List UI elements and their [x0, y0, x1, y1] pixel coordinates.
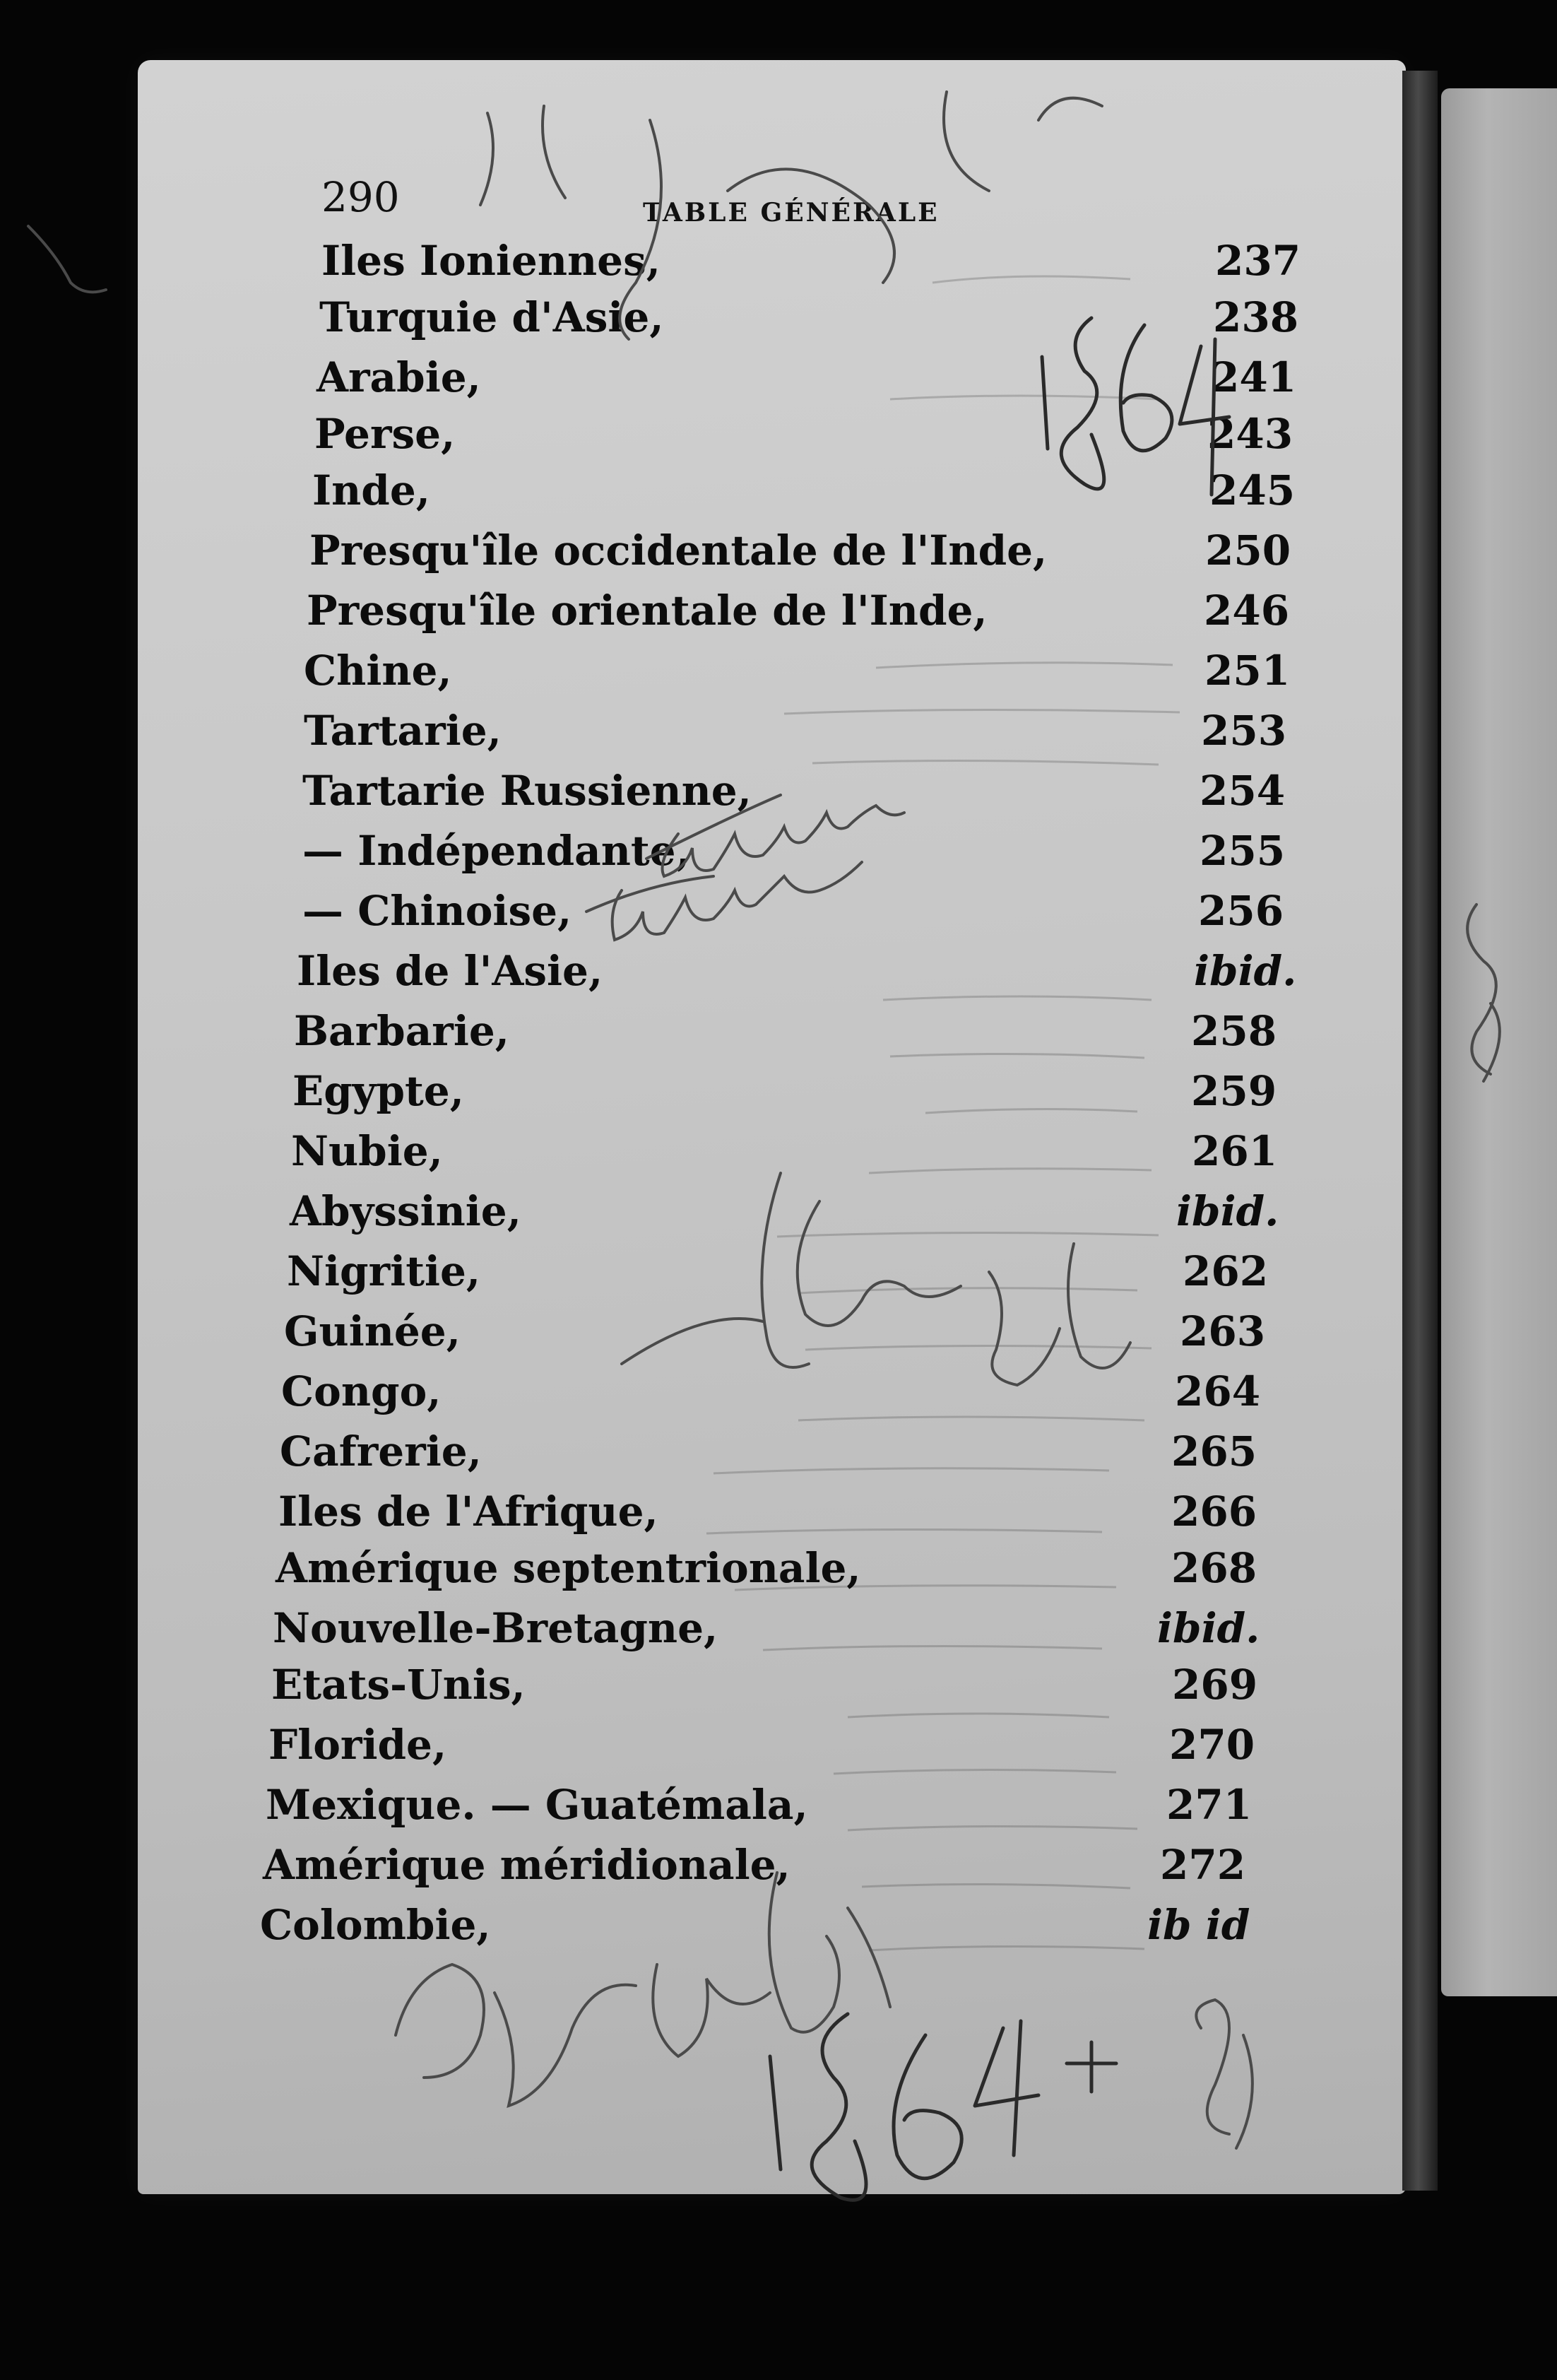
- entry-page: ibid.: [1194, 947, 1297, 995]
- entry-page: 245: [1209, 466, 1296, 514]
- entry-label: Mexique. — Guatémala,: [266, 1781, 808, 1829]
- entry-page: ib id: [1147, 1901, 1250, 1949]
- entry-label: Chine,: [304, 647, 452, 695]
- entry-label: Etats-Unis,: [271, 1661, 526, 1709]
- entry-label: Iles Ioniennes,: [321, 237, 661, 285]
- entry-page: 256: [1198, 887, 1284, 935]
- entry-label: Congo,: [281, 1367, 442, 1415]
- entry-label: Presqu'île occidentale de l'Inde,: [309, 526, 1048, 575]
- entry-label: — Indépendante,: [302, 827, 690, 875]
- entry-page: 266: [1171, 1488, 1257, 1536]
- handwritten-scribble-middle: [622, 1173, 1130, 1385]
- page-number: 290: [321, 173, 400, 221]
- entry-label: Arabie,: [316, 353, 481, 401]
- entry-page: 241: [1211, 353, 1297, 401]
- entry-page: 246: [1204, 587, 1290, 635]
- entry-page: 264: [1175, 1367, 1261, 1415]
- entry-page: 250: [1205, 526, 1291, 575]
- entry-label: Cafrerie,: [280, 1427, 482, 1475]
- entry-page: 238: [1213, 293, 1299, 341]
- entry-page: 243: [1207, 410, 1293, 458]
- entry-label: — Chinoise,: [302, 887, 572, 935]
- entry-label: Barbarie,: [294, 1007, 509, 1055]
- entry-page: 253: [1201, 707, 1287, 755]
- page-corner-mark: [28, 226, 106, 292]
- entry-page: 270: [1169, 1721, 1255, 1769]
- entry-label: Nigritie,: [287, 1247, 481, 1295]
- entry-page: 255: [1200, 827, 1286, 875]
- entry-label: Amérique méridionale,: [263, 1841, 791, 1889]
- handwritten-word-tartarie-2: [586, 862, 862, 940]
- entry-page: 268: [1171, 1544, 1257, 1592]
- entry-page: ibid.: [1157, 1604, 1260, 1652]
- entry-page: 269: [1172, 1661, 1258, 1709]
- handwritten-scribble-bottom: [396, 1873, 890, 2106]
- entry-label: Turquie d'Asie,: [319, 293, 664, 341]
- entry-page: 272: [1160, 1841, 1246, 1889]
- entry-page: 271: [1166, 1781, 1253, 1829]
- entry-page: 251: [1204, 647, 1291, 695]
- entry-label: Iles de l'Asie,: [297, 947, 603, 995]
- handwritten-word-tartarie-1: [646, 795, 904, 876]
- handwritten-year-bottom: [770, 2014, 1116, 2200]
- entry-page: 261: [1192, 1127, 1278, 1175]
- running-title: TABLE GÉNÉRALE: [643, 198, 940, 228]
- entry-page: 258: [1191, 1007, 1277, 1055]
- entry-label: Tartarie Russienne,: [302, 767, 752, 815]
- entry-page: 262: [1183, 1247, 1269, 1295]
- entry-page: 263: [1180, 1307, 1266, 1355]
- entry-label: Perse,: [314, 410, 456, 458]
- entry-page: 259: [1191, 1067, 1277, 1115]
- handwritten-year-top: [1042, 318, 1229, 495]
- entry-label: Colombie,: [260, 1901, 491, 1949]
- entry-label: Egypte,: [292, 1067, 464, 1115]
- entry-label: Nouvelle-Bretagne,: [273, 1604, 718, 1652]
- entry-label: Abyssinie,: [290, 1187, 521, 1235]
- entry-label: Nubie,: [291, 1127, 443, 1175]
- entry-label: Presqu'île orientale de l'Inde,: [307, 587, 988, 635]
- entry-label: Floride,: [268, 1721, 447, 1769]
- entry-label: Guinée,: [284, 1307, 461, 1355]
- entry-label: Iles de l'Afrique,: [278, 1488, 658, 1536]
- entry-page: 265: [1171, 1427, 1257, 1475]
- entry-page: ibid.: [1176, 1187, 1279, 1235]
- entry-label: Tartarie,: [304, 707, 502, 755]
- handwritten-scribble-top: [480, 92, 1102, 339]
- entry-page: 254: [1200, 767, 1286, 815]
- handwritten-scribble-right: [1196, 905, 1500, 2148]
- entry-page: 237: [1215, 237, 1301, 285]
- entry-label: Amérique septentrionale,: [276, 1544, 861, 1592]
- entry-label: Inde,: [312, 466, 430, 514]
